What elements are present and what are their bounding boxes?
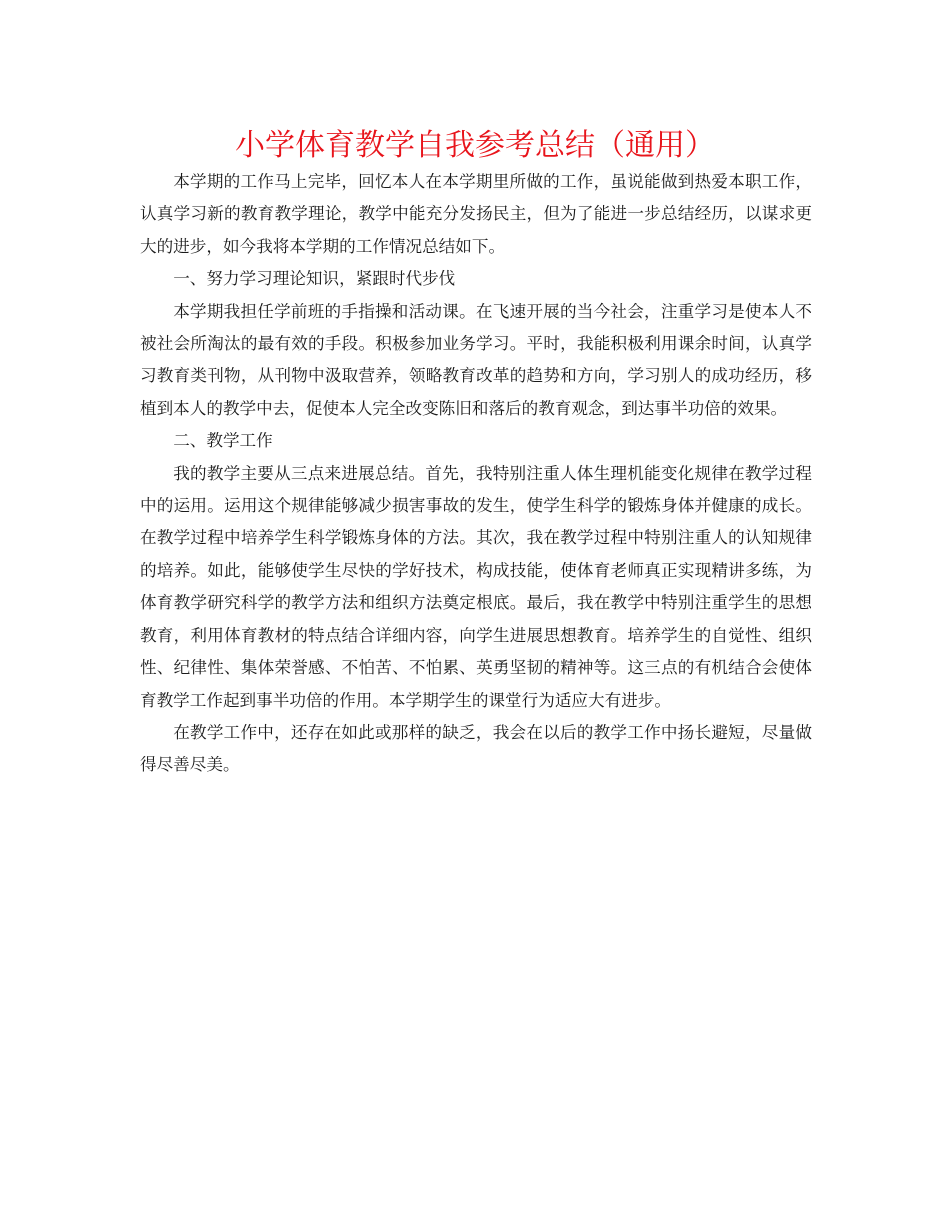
section-heading-2: 二、教学工作 bbox=[173, 431, 273, 451]
section-heading-1: 一、努力学习理论知识，紧跟时代步伐 bbox=[173, 269, 456, 289]
paragraph-section-2: 我的教学主要从三点来进展总结。首先，我特别注重人体生理机能变化规律在教学过程中的运用。运用这个规律能够减少损害事故的发生，使学生科学的锻炼身体并健康的成长。在教学过程中培养学生科学锻炼身体的方法。其次，我在教学过程中特别注重人的认知规律的培养。如此，能够使学生尽快的学好技术，构成技能，使体育老师真正实现精讲多练，为体育教学研究科学的教学方法和组织方法奠定根底。最后，我在教学中特别注重学生的思想教育，利用体育教材的特点结合详细内容，向学生进展思想教育。培养学生的自觉性、组织性、纪律性、集体荣誉感、不怕苦、不怕累、英勇坚韧的精神等。这三点的有机结合会使体育教学工作起到事半功倍的作用。本学期学生的课堂行为适应大有进步。 bbox=[140, 463, 812, 710]
document-body bbox=[140, 166, 812, 782]
paragraph-conclusion: 在教学工作中，还存在如此或那样的缺乏，我会在以后的教学工作中扬长避短，尽量做得尽善尽美。 bbox=[140, 722, 812, 775]
paragraph-section-1: 本学期我担任学前班的手指操和活动课。在飞速开展的当今社会，注重学习是使本人不被社会所淘汰的最有效的手段。积极参加业务学习。平时，我能积极利用课余时间，认真学习教育类刊物，从刊物中汲取营养，领略教育改革的趋势和方向，学习别人的成功经历，移植到本人的教学中去，促使本人完全改变陈旧和落后的教育观念，到达事半功倍的效果。 bbox=[140, 301, 812, 418]
document-title: 小学体育教学自我参考总结（通用） bbox=[235, 128, 715, 163]
paragraph-intro: 本学期的工作马上完毕，回忆本人在本学期里所做的工作，虽说能做到热爱本职工作，认真学习新的教育教学理论，教学中能充分发扬民主，但为了能进一步总结经历，以谋求更大的进步，如今我将本学期的工作情况总结如下。 bbox=[140, 172, 812, 256]
